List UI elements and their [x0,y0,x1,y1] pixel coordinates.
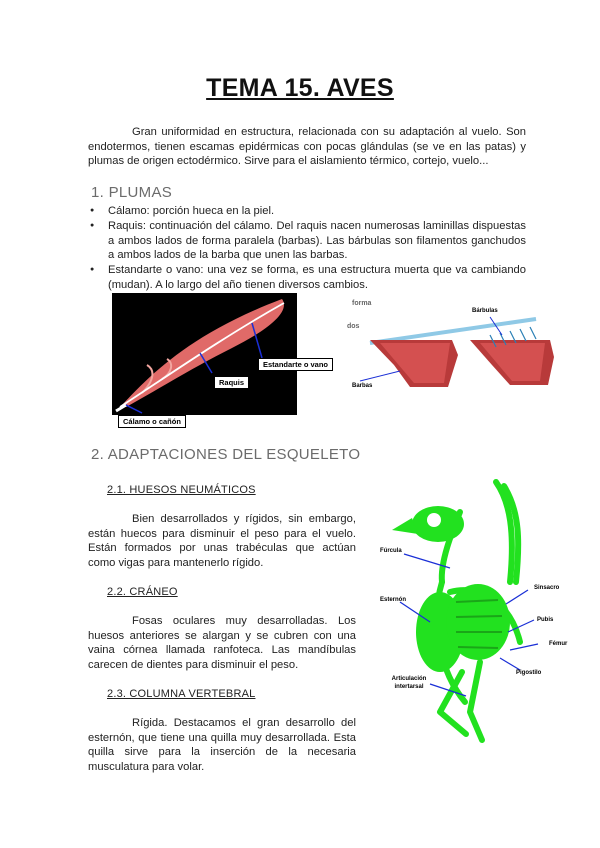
skeleton-image [370,472,575,757]
barbs-diagram [340,295,560,405]
subheading-huesos: 2.1. HUESOS NEUMÁTICOS [107,484,256,496]
skeleton-label-femur: Fémur [549,641,568,647]
bullet-dot: ● [90,207,95,214]
label-estandarte: Estandarte o vano [258,358,333,371]
subheading-craneo: 2.2. CRÁNEO [107,586,178,598]
section-heading-plumas: 1. PLUMAS [91,184,173,201]
barbs-illustration [340,295,560,405]
intro-paragraph: Gran uniformidad en estructura, relacionada con su adaptación al vuelo. Son endotermos, tienen escamas epidérmicas con pocas glándulas (se ve en las patas) y plumas de origen ectodérmico. Sirve para el aislamiento térmico, cortejo, vuelo... [88,126,526,168]
feather-illustration [112,293,297,415]
skeleton-label-articulacion: Articulación intertarsal [391,676,427,690]
bullet-calamo: ● Cálamo: porción hueca en la piel. [90,205,275,217]
skeleton-label-furcula: Fúrcula [380,548,402,554]
barb-label-dos: dos [347,323,360,330]
paragraph-craneo: Fosas oculares muy desarrolladas. Los huesos anteriores se alargan y se cubren con una vaina córnea llamada ranfoteca. Las mandíbulas carecen de dientes para disminuir el peso. [88,615,356,671]
bullet-raquis: ● Raquis: continuación del cálamo. Del raquis nacen numerosas laminillas dispuestas a ambos lados de forma paralela (barbas). Las bárbulas son filamentos ganchudos a ambos lados de la barba que unen las barbas. [90,220,526,262]
paragraph-huesos: Bien desarrollados y rígidos, sin embargo, están huecos para disminuir el peso para el vuelo. Están formados por unas trabéculas que actúan como vigas para mantenerlo rígido. [88,513,356,569]
label-raquis: Raquis [214,376,249,389]
barb-label-barbas: Barbas [352,383,373,389]
skeleton-label-pubis: Pubis [537,617,554,623]
page-title: TEMA 15. AVES [206,74,394,102]
section-heading-esqueleto: 2. ADAPTACIONES DEL ESQUELETO [91,446,361,463]
skeleton-label-sinsacro: Sinsacro [534,585,560,591]
skeleton-label-pigostilo: Pigostilo [516,670,542,676]
bullet-estandarte: ● Estandarte o vano: una vez se forma, es una estructura muerta que va cambiando (mudan). A lo largo del año tienen diversos cambios. [90,264,526,291]
bullet-dot: ● [90,222,95,229]
skeleton-label-esternon: Esternón [380,597,407,603]
barb-label-barbulas: Bárbulas [472,308,498,314]
feather-image [112,293,297,415]
subheading-columna: 2.3. COLUMNA VERTEBRAL [107,688,256,700]
label-calamo: Cálamo o cañón [118,415,186,428]
paragraph-columna: Rígida. Destacamos el gran desarrollo del esternón, que tiene una quilla muy desarrollada. Esta quilla sirve para la inserción de la necesaria musculatura para volar. [88,717,356,773]
bullet-dot: ● [90,266,95,273]
bird-skeleton-illustration [370,472,575,757]
barb-label-forma: forma [352,300,372,307]
